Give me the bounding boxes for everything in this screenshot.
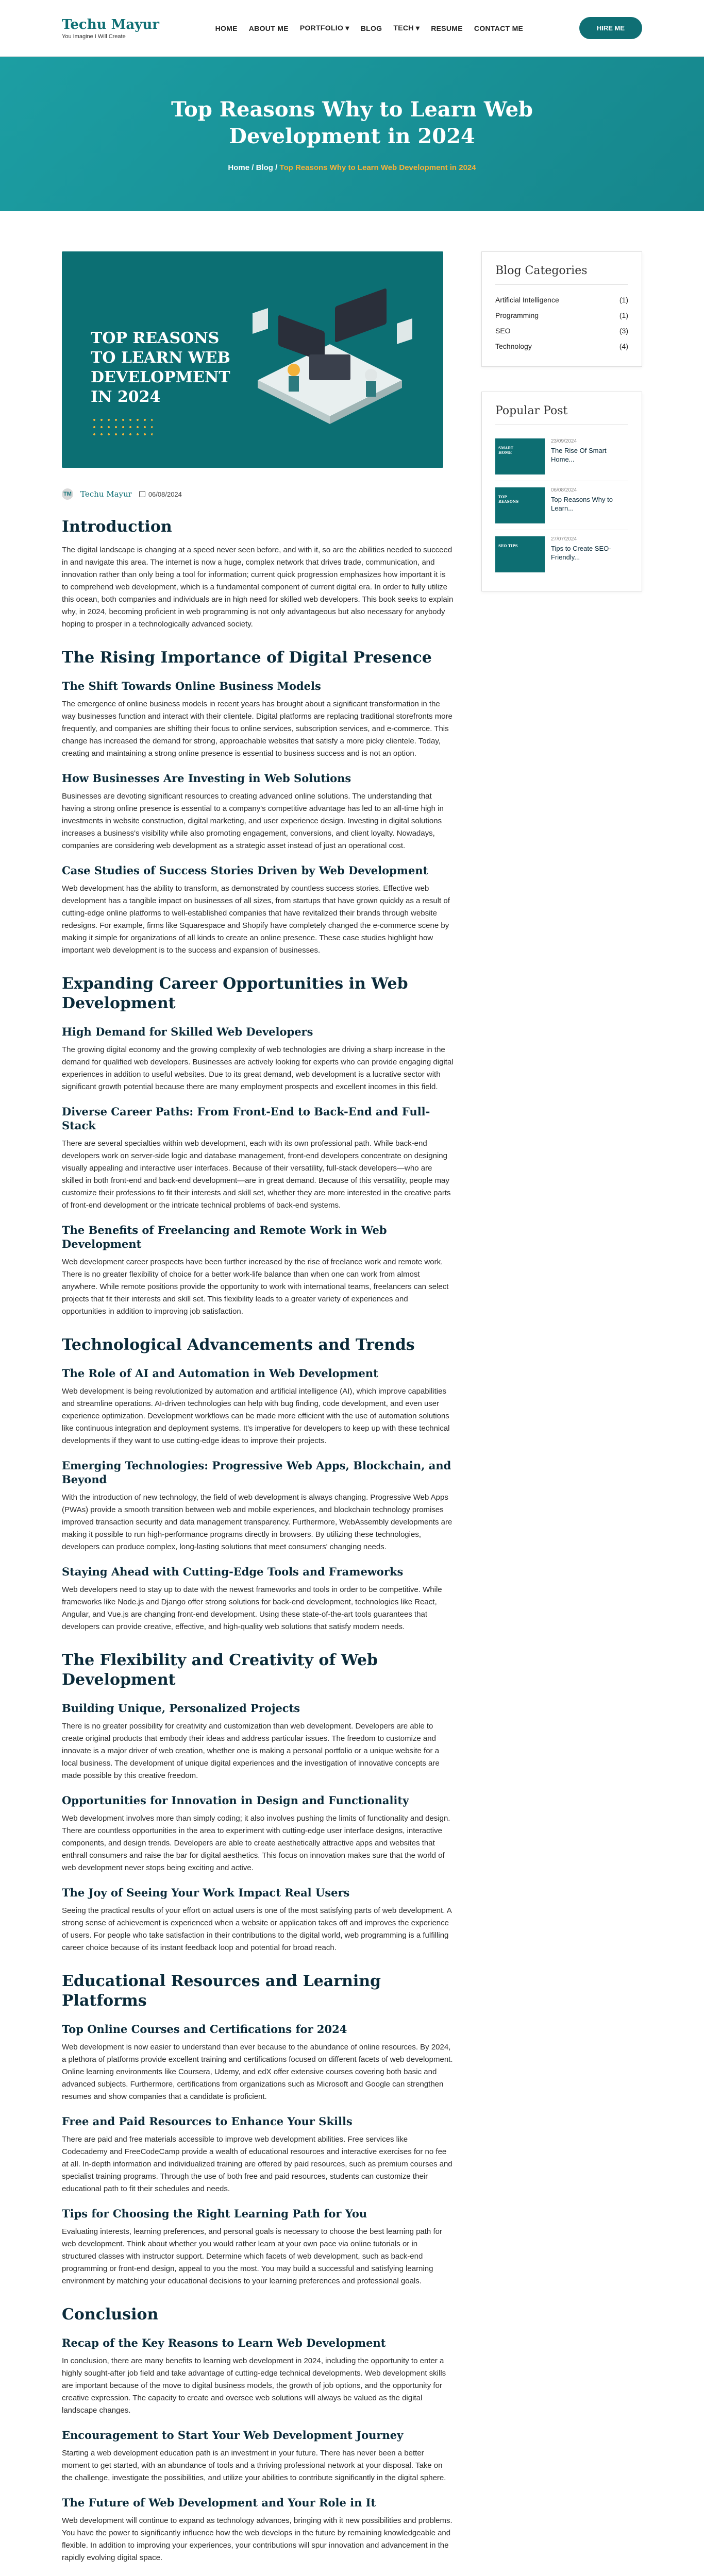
author-avatar: TM [62,488,73,500]
breadcrumb: Home / Blog / Top Reasons Why to Learn Web Development in 2024 [228,163,476,172]
author-name[interactable]: Techu Mayur [80,489,132,499]
section-heading: The Rising Importance of Digital Presence [62,649,432,667]
popular-post-item[interactable]: SEO TIPS 27/07/2024 Tips to Create SEO-Friendly... [495,530,628,579]
paragraph: The growing digital economy and the growing complexity of web technologies are driving a sharp increase in the demand for qualified web developers. Businesses are actively looking for experts who can provide engaging digital experiences in addition to useful websites. Due to its great demand, web development is a lucrative sector with significant growth potential because there are many employment prospects and excellent incomes in this field. [62,1045,454,1091]
section-heading: Tips for Choosing the Right Learning Path for You [62,2207,367,2220]
paragraph: Seeing the practical results of your effort on actual users is one of the most satisfying parts of web development. A strong sense of achievement is experienced when a website or application takes off and improves the experience of users. For people who take satisfaction in their contributions to the digital world, web programming is a fulfilling career choice because of its instant feedback loop and potential for broad reach. [62,1906,451,1952]
main-nav [215,24,524,32]
paragraph: Web development will continue to expand as technology advances, bringing with it new possibilities and problems. You have the power to significantly influence how the web develops in the future by remaining knowledgeable and flexible. In addition to improving your experiences, your contributions will spur innovation and advancement in the rapidly evolving digital space. [62,2516,452,2562]
category-item[interactable]: Technology (4) [495,342,628,350]
nav-blog[interactable]: BLOG [360,24,382,32]
section-heading: Educational Resources and Learning Platforms [62,1972,381,2010]
categories-widget [481,251,642,367]
section-heading: The Future of Web Development and Your Role in It [62,2496,376,2509]
section-heading: Case Studies of Success Stories Driven by Web Development [62,864,428,877]
breadcrumb-blog[interactable]: Blog [256,163,273,172]
section-heading: Conclusion [62,2306,159,2324]
paragraph: There is no greater possibility for creativity and customization than web development. Developers are able to create original products that embody their ideas and address particular issues. The freedom to customize and innovate is a major driver of web creation, whether one is making a personal portfolio or a unique website for a local business. The development of unique digital experiences and the investigation of innovative concepts are made possible by this creative freedom. [62,1722,440,1780]
paragraph: There are several specialties within web development, each with its own professional path. While back-end developers work on server-side logic and database management, front-end developers concentrate on designing visually appealing and interactive user interfaces. Because of their versatility, full-stack developers—who are skilled in both front-end and back-end development—are in great demand. Because of this versatility, people may customize their professions to fit their interests and skill set, whether they are more interested in the creative parts of front-end development or the intricate technical problems of back-end systems. [62,1139,451,1210]
popular-post-item[interactable]: SMART HOME 23/09/2024 The Rise Of Smart Home... [495,432,628,481]
logo-tagline: You Imagine I Will Create [62,33,126,40]
post-meta [62,488,454,500]
featured-image [62,251,443,468]
category-item[interactable]: Programming (1) [495,311,628,319]
paragraph: Starting a web development education path is an investment in your future. There has never been a better moment to get started, with an abundance of tools and a thriving professional network at your disposal. Take on the challenge, investigate the possibilities, and utilize your abilities to contribute significantly in the digital sphere. [62,2449,446,2482]
paragraph: Web development has the ability to transform, as demonstrated by countless success stories. Effective web development has a tangible impact on businesses of all sizes, from startups that have grown quickly as a result of cutting-edge online platforms to well-established companies that have revitalized their brands through website redesigns. For example, firms like Squarespace and Shopify have completely changed the e-commerce scene by making it simple for organizations of all kinds to create an online presence. These case studies highlight how important web development is to the success and expansion of businesses. [62,884,450,955]
categories-title: Blog Categories [495,264,628,285]
calendar-icon [139,491,145,497]
post-date: 06/08/2024 [148,490,182,498]
section-heading: The Shift Towards Online Business Models [62,680,321,692]
post-thumbnail: TOP REASONS [495,487,545,523]
featured-image-title: TOP REASONS TO LEARN WEB DEVELOPMENT IN 2024 [91,329,230,406]
section-heading: The Benefits of Freelancing and Remote Work in Web Development [62,1224,387,1250]
post-thumbnail: SMART HOME [495,438,545,474]
nav-contact[interactable]: CONTACT ME [474,24,524,32]
paragraph: Web development is now easier to understand than ever because to the abundance of online resources. By 2024, a plethora of platforms provide excellent training and certifications focused on different facets of web development. Online learning environments like Coursera, Udemy, and edX offer extensive courses covering both basic and advanced subjects. Furthermore, certifications from organizations such as Microsoft and Google can strengthen resumes and show companies that a candidate is proficient. [62,2043,453,2101]
section-heading: Recap of the Key Reasons to Learn Web Development [62,2336,386,2349]
post-thumbnail: SEO TIPS [495,536,545,572]
article-body [62,517,454,2564]
hire-me-button[interactable]: HIRE ME [579,17,642,39]
paragraph: Web development career prospects have been further increased by the rise of freelance work and remote work. There is no greater flexibility of choice for a better work-life balance than when one can work from almost anywhere. While remote positions provide the opportunity to work with international teams, freelancers can select projects that fit their interests and skill set. This flexibility leads to a greater variety of experiences and opportunities in addition to improving job satisfaction. [62,1258,449,1316]
paragraph: There are paid and free materials accessible to improve web development abilities. Free services like Codecademy and FreeCodeCamp provide a wealth of educational resources and interactive exercises for no fee at all. In-depth information and individualized training are offered by paid resources, such as premium courses and specialist training programs. Through the use of both free and paid resources, students can customize their educational path to fit their schedules and needs. [62,2135,452,2193]
section-heading: Opportunities for Innovation in Design and Functionality [62,1794,409,1807]
section-heading: The Joy of Seeing Your Work Impact Real Users [62,1886,350,1899]
section-heading: How Businesses Are Investing in Web Solutions [62,772,351,785]
paragraph: Web development involves more than simply coding; it also involves pushing the limits of functionality and design. There are countless opportunities in the area to experiment with cutting-edge user interface designs, interactive components, and design trends. Developers are able to create aesthetically attractive apps and websites that enthrall consumers and raise the bar for digital aesthetics. This focus on innovation makes sure that the world of web development never stops being exciting and active. [62,1814,450,1872]
section-heading: The Role of AI and Automation in Web Development [62,1367,378,1380]
site-header [0,0,704,57]
section-heading: Staying Ahead with Cutting-Edge Tools and Frameworks [62,1565,404,1578]
paragraph: Web development is being revolutionized by automation and artificial intelligence (AI), which improve capabilities and streamline operations. AI-driven technologies can help with bug finding, code development, and even user experience optimization. Development workflows can be made more efficient with the use of automation solutions like continuous integration and deployment systems. It's imperative for developers to keep up with these technical developments if they want to use cutting-edge ideas to improve their projects. [62,1387,450,1445]
popular-post-item[interactable]: TOP REASONS 06/08/2024 Top Reasons Why to Learn... [495,481,628,530]
breadcrumb-home[interactable]: Home [228,163,250,172]
paragraph: The emergence of online business models in recent years has brought about a significant transformation in the way businesses function and interact with their clientele. Digital platforms are replacing traditional storefronts more frequently, and companies are shifting their focus to online services, subscription services, and e-commerce. This change has increased the demand for strong, approachable websites that satisfy a more picky clientele. Today, creating and maintaining a strong online presence is essential to business success and is not an option. [62,700,452,758]
nav-about[interactable]: ABOUT ME [248,24,289,32]
hero-banner [0,57,704,211]
section-heading: High Demand for Skilled Web Developers [62,1025,313,1038]
nav-home[interactable]: HOME [215,24,238,32]
paragraph: Businesses are devoting significant resources to creating advanced online solutions. The understanding that having a strong online presence is essential to a company's competitive advantage has led to an all-time high in investments in website construction, digital marketing, and user experience design. Investing in digital solutions increases a business's visibility while also promoting engagement, conversions, and client loyalty. Nowadays, companies are considering web development as a strategic asset instead of just an operational cost. [62,792,444,850]
section-heading: Top Online Courses and Certifications for 2024 [62,2023,347,2036]
logo[interactable] [62,17,159,40]
section-heading: The Flexibility and Creativity of Web Development [62,1651,378,1689]
paragraph: Evaluating interests, learning preferences, and personal goals is necessary to choose the best learning path for web development. Think about whether you would rather learn at your own pace via online tutorials or in structured classes with instructor support. Determine which facets of web development, such as back-end programming or front-end design, appeal to you the most. You may build a successful and satisfying learning environment by matching your educational decisions to your learning preferences and professional goals. [62,2227,442,2285]
paragraph: With the introduction of new technology, the field of web development is always changing. Progressive Web Apps (PWAs) provide a smooth transition between web and mobile experiences, and blockchain technology promises improved transaction security and data management transparency. Furthermore, WebAssembly developments are making it possible to run high-performance programs directly in browsers. By utilizing these technologies, developers can produce complex, long-lasting solutions that meet consumers' changing needs. [62,1493,452,1551]
section-heading: Diverse Career Paths: From Front-End to Back-End and Full-Stack [62,1105,430,1132]
dot-pattern [91,416,153,437]
paragraph: Web developers need to stay up to date with the newest frameworks and tools in order to be competitive. While frameworks like Node.js and Django offer strong solutions for back-end development, technologies like React, Angular, and Vue.js are changing front-end development. Using these state-of-the-art tools guarantees that developers can provide creative, effective, and high-quality web solutions that satisfy modern needs. [62,1585,442,1631]
paragraph: The digital landscape is changing at a speed never seen before, and with it, so are the abilities needed to succeed in and navigate this area. The internet is now a huge, complex network that drives trade, communication, and innovation rather than only being a tool for information; current quick progression emphasizes how important it is to comprehend web development, which is a fundamental component of current digital era. In order to fully utilize this ocean, both companies and individuals are in high need for skilled web developers. This book seeks to explain why, in 2024, becoming proficient in web programming is not only advantageous but also necessary for anybody hoping to prosper in a technologically advanced society. [62,546,454,629]
section-heading: Encouragement to Start Your Web Development Journey [62,2429,404,2442]
section-heading: Building Unique, Personalized Projects [62,1702,300,1715]
category-item[interactable]: SEO (3) [495,327,628,335]
section-heading: Emerging Technologies: Progressive Web Apps, Blockchain, and Beyond [62,1459,451,1486]
paragraph: In conclusion, there are many benefits to learning web development in 2024, including the opportunity to enter a highly sought-after job field and take advantage of cutting-edge technical developments. Web development skills are important because of the move to digital business models, the growth of job options, and the opportunity for creative expression. The capacity to create and oversee web solutions will always be valued as the digital landscape changes. [62,2357,446,2415]
popular-posts-widget [481,392,642,591]
logo-title: Techu Mayur [62,16,159,32]
breadcrumb-current: Top Reasons Why to Learn Web Development in 2024 [279,163,476,172]
nav-resume[interactable]: RESUME [431,24,463,32]
nav-tech[interactable]: TECH ▾ [393,24,420,32]
sidebar [481,251,642,2576]
section-heading: Expanding Career Opportunities in Web Development [62,975,408,1012]
section-heading: Technological Advancements and Trends [62,1336,415,1354]
page-title: Top Reasons Why to Learn Web Development in 2024 [171,97,533,148]
nav-portfolio[interactable]: PORTFOLIO ▾ [299,24,349,32]
article [62,251,454,2576]
popular-title: Popular Post [495,404,628,425]
section-heading: Introduction [62,518,172,536]
section-heading: Free and Paid Resources to Enhance Your Skills [62,2115,353,2128]
category-item[interactable]: Artificial Intelligence (1) [495,296,628,304]
isometric-illustration [232,267,428,452]
